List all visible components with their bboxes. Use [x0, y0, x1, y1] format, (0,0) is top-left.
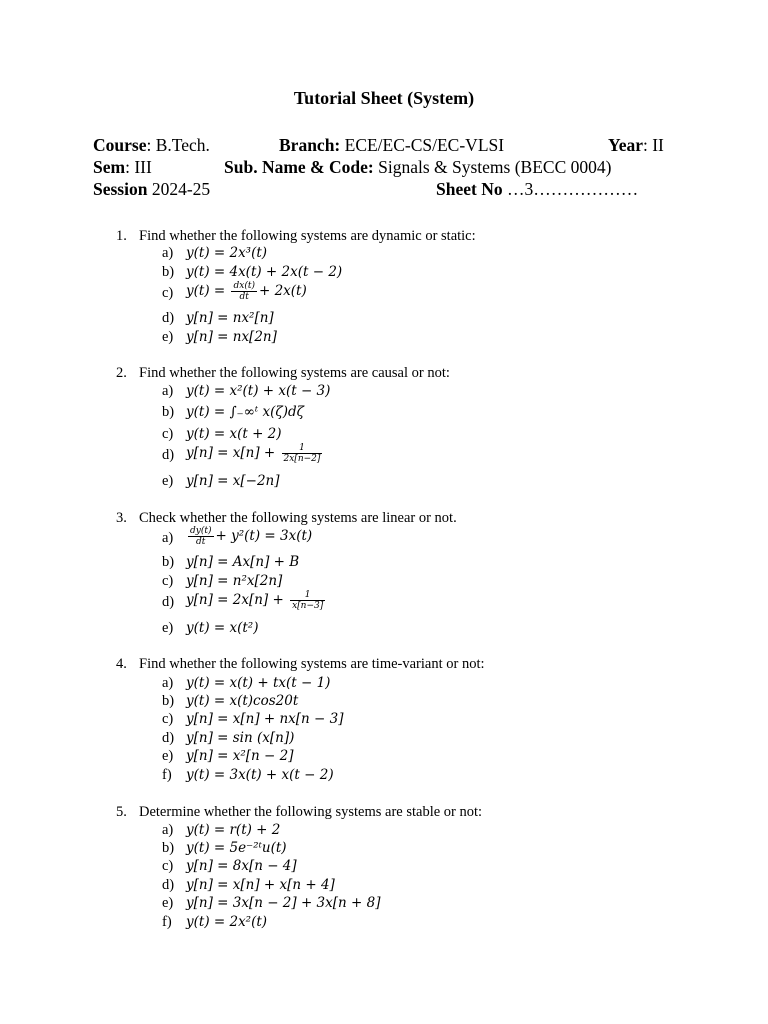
option-equation: y[n] = nx²[n]	[186, 310, 274, 326]
question-number: 5.	[116, 804, 127, 820]
option-equation: y(t) = x(t + 2)	[186, 426, 282, 442]
option-label: b)	[162, 693, 175, 709]
option-label: a)	[162, 530, 174, 546]
option-equation: y(t) = x²(t) + x(t − 3)	[186, 383, 331, 399]
option-label: a)	[162, 245, 174, 261]
year-field	[608, 135, 664, 156]
option-label: f)	[162, 914, 172, 930]
question-text: Find whether the following systems are time-variant or not:	[139, 656, 485, 672]
option-equation: y[n] = sin (x[n])	[186, 730, 295, 746]
course-value: : B.Tech.	[146, 135, 210, 155]
question-number: 1.	[116, 228, 127, 244]
fraction-denominator: 2x[n−2]	[283, 454, 321, 464]
header-row-2	[93, 157, 675, 179]
option-label: d)	[162, 447, 175, 463]
fraction	[231, 281, 256, 302]
sheet-title: Tutorial Sheet (System)	[293, 88, 475, 108]
option-label: c)	[162, 711, 174, 727]
sheet-no-value: …3………………	[502, 179, 639, 199]
option-equation: y(t) = 4x(t) + 2x(t − 2)	[186, 264, 343, 280]
equation-rhs: + 2x(t)	[258, 283, 307, 299]
option-label: a)	[162, 675, 174, 691]
option-label: d)	[162, 310, 175, 326]
sem-label: Sem	[93, 157, 126, 177]
option-label: b)	[162, 840, 175, 856]
option-equation: y(t) = x(t²)	[186, 620, 259, 636]
option-label: b)	[162, 554, 175, 570]
option-label: c)	[162, 426, 174, 442]
fraction	[282, 443, 323, 464]
session-field	[93, 179, 210, 200]
option-label: a)	[162, 383, 174, 399]
option-equation: y[n] = Ax[n] + B	[186, 554, 300, 570]
question-text: Find whether the following systems are dynamic or static:	[139, 228, 476, 244]
fraction	[290, 590, 325, 611]
branch-label: Branch:	[279, 135, 341, 155]
option-label: a)	[162, 822, 174, 838]
option-label: d)	[162, 594, 175, 610]
course-field	[93, 135, 210, 156]
option-equation: y[n] = x²[n − 2]	[186, 748, 294, 764]
option-equation: y(t) = ∫₋∞ᵗ x(ζ)dζ	[186, 404, 304, 420]
option-equation: y(t) = r(t) + 2	[186, 822, 281, 838]
fraction-denominator: x[n−3]	[292, 601, 324, 611]
fraction-numerator: 1	[282, 443, 323, 454]
option-equation	[186, 526, 312, 547]
year-label: Year	[608, 135, 643, 155]
option-label: d)	[162, 877, 175, 893]
option-equation: y[n] = 8x[n − 4]	[186, 858, 297, 874]
equation-lhs: y(t) =	[186, 283, 230, 299]
fraction	[188, 526, 214, 547]
fraction-numerator: 1	[290, 590, 325, 601]
subject-field	[224, 157, 611, 178]
option-equation: y[n] = n²x[2n]	[186, 573, 283, 589]
option-equation: y(t) = 3x(t) + x(t − 2)	[186, 767, 334, 783]
sem-field	[93, 157, 152, 178]
option-label: b)	[162, 264, 175, 280]
option-equation: y(t) = x(t)cos20t	[186, 693, 299, 709]
option-label: e)	[162, 748, 174, 764]
header-row-1	[93, 135, 675, 157]
option-label: c)	[162, 858, 174, 874]
question-number: 4.	[116, 656, 127, 672]
option-equation: y[n] = nx[2n]	[186, 329, 277, 345]
option-label: c)	[162, 285, 174, 301]
option-label: e)	[162, 620, 174, 636]
option-equation: y(t) = 2x²(t)	[186, 914, 268, 930]
equation-lhs: y[n] = x[n] +	[186, 445, 280, 461]
equation-rhs: + y²(t) = 3x(t)	[215, 528, 313, 544]
fraction-denominator: dt	[239, 292, 249, 302]
option-equation	[186, 590, 327, 611]
branch-value: ECE/EC-CS/EC-VLSI	[340, 135, 505, 155]
question-number: 2.	[116, 365, 127, 381]
session-label: Session	[93, 179, 148, 199]
option-label: e)	[162, 329, 174, 345]
sem-value: : III	[125, 157, 152, 177]
year-value: : II	[642, 135, 664, 155]
subject-value: Signals & Systems (BECC 0004)	[373, 157, 612, 177]
sheet-no-label: Sheet No	[436, 179, 503, 199]
question-text: Determine whether the following systems are stable or not:	[139, 804, 483, 820]
question-text: Find whether the following systems are causal or not:	[139, 365, 450, 381]
option-label: f)	[162, 767, 172, 783]
subject-label: Sub. Name & Code:	[224, 157, 374, 177]
session-value: 2024-25	[147, 179, 211, 199]
option-equation: y(t) = x(t) + tx(t − 1)	[186, 675, 331, 691]
option-equation: y[n] = x[−2n]	[186, 473, 280, 489]
question-number: 3.	[116, 510, 127, 526]
branch-field	[279, 135, 504, 156]
option-equation: y[n] = x[n] + x[n + 4]	[186, 877, 335, 893]
option-label: c)	[162, 573, 174, 589]
option-label: d)	[162, 730, 175, 746]
fraction-numerator: dx(t)	[233, 281, 255, 291]
option-equation: y[n] = 3x[n − 2] + 3x[n + 8]	[186, 895, 381, 911]
option-equation	[186, 281, 307, 302]
fraction-denominator: dt	[196, 537, 206, 547]
sheet-no-field	[436, 179, 638, 200]
question-text: Check whether the following systems are linear or not.	[139, 510, 457, 526]
option-equation: y[n] = x[n] + nx[n − 3]	[186, 711, 344, 727]
option-label: e)	[162, 473, 174, 489]
course-label: Course	[93, 135, 147, 155]
option-label: e)	[162, 895, 174, 911]
option-equation	[186, 443, 324, 464]
fraction-numerator: dy(t)	[190, 526, 212, 536]
equation-lhs: y[n] = 2x[n] +	[186, 592, 289, 608]
header-row-3	[93, 179, 675, 201]
option-equation: y(t) = 5e⁻²ᵗu(t)	[186, 840, 287, 856]
option-label: b)	[162, 404, 175, 420]
option-equation: y(t) = 2x³(t)	[186, 245, 268, 261]
